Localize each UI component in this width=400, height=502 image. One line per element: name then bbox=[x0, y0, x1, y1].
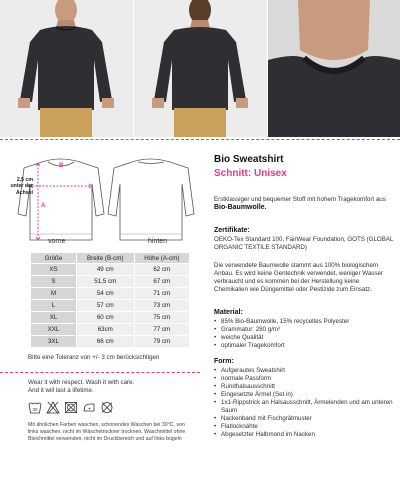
model-back-image bbox=[134, 0, 267, 137]
list-item: • 1x1-Rippstrick an Halsausschnitt, Ärmelenden und am unteren Saum bbox=[214, 399, 394, 415]
no-dry-clean-icon bbox=[100, 401, 114, 414]
care-instructions: Mit ähnlichen Farben waschen, schonendes Waschen bei 30°C, von links waschen, nicht im Wäschetrockner trocknen. Waschmittel ohne Bleichmittel verwenden, nicht im Druckbereich und auf links bügeln bbox=[28, 422, 186, 442]
front-label: vorne bbox=[48, 238, 66, 245]
sweatshirt-size-diagram bbox=[0, 154, 200, 250]
list-item: • weiche Qualität bbox=[214, 334, 394, 342]
width-cell: 60 cm bbox=[77, 312, 135, 324]
back-label: hinten bbox=[148, 238, 168, 245]
no-bleach-icon bbox=[46, 401, 60, 414]
width-cell: 57 cm bbox=[77, 300, 135, 312]
section-divider bbox=[0, 139, 400, 140]
header-height: Höhe (A-cm) bbox=[134, 253, 189, 264]
size-cell: S bbox=[31, 276, 77, 288]
height-cell: 75 cm bbox=[134, 312, 189, 324]
material-title: Material: bbox=[214, 309, 243, 316]
list-item: • 85% Bio-Baumwolle, 15% recyceltes Polyester bbox=[214, 318, 394, 326]
list-item: • Flatlocknähte bbox=[214, 423, 394, 431]
measure-b-label: B bbox=[59, 163, 64, 169]
photo-collar-detail bbox=[268, 0, 400, 137]
wash-30-icon bbox=[28, 401, 42, 414]
size-cell: M bbox=[31, 288, 77, 300]
material-list bbox=[214, 318, 394, 350]
width-cell: 51,5 cm bbox=[77, 276, 135, 288]
collar-detail-image bbox=[268, 0, 400, 137]
intro-bold: Bio-Baumwolle. bbox=[214, 204, 267, 211]
header-width: Breite (B-cm) bbox=[77, 253, 135, 264]
size-cell: XL bbox=[31, 312, 77, 324]
size-cell: L bbox=[31, 300, 77, 312]
width-cell: 66 cm bbox=[77, 336, 135, 348]
material-section bbox=[214, 309, 394, 350]
intro-text: Erstklassiger und bequemer Stoff mit hohem Tragekomfort aus bbox=[214, 196, 386, 203]
care-heading-line2: And it will last a lifetime. bbox=[28, 387, 94, 394]
size-table-header bbox=[31, 253, 190, 264]
certifications-section bbox=[214, 227, 394, 252]
header-size: Größe bbox=[31, 253, 77, 264]
form-list bbox=[214, 367, 394, 439]
care-divider bbox=[0, 372, 200, 373]
list-item: • normale Passform bbox=[214, 375, 394, 383]
size-info-column bbox=[0, 144, 200, 502]
photo-back-view bbox=[134, 0, 267, 137]
list-item: • Nackenband mit Fischgrätmuster bbox=[214, 415, 394, 423]
height-cell: 62 cm bbox=[134, 264, 189, 276]
height-cell: 67 cm bbox=[134, 276, 189, 288]
product-cut: Schnitt: Unisex bbox=[214, 168, 287, 179]
height-cell: 73 cm bbox=[134, 300, 189, 312]
tolerance-note: Bitte eine Toleranz von +/- 3 cm berücksichtigen bbox=[28, 354, 160, 361]
care-heading-line1: Wear it with respect. Wash it with care. bbox=[28, 379, 135, 386]
iron-low-icon bbox=[82, 401, 96, 414]
list-item: • Eingesetzte Ärmel (Set in) bbox=[214, 391, 394, 399]
table-row bbox=[31, 300, 190, 312]
wash-temp-label: 30 bbox=[32, 407, 38, 412]
form-title: Form: bbox=[214, 358, 234, 365]
size-cell: XXL bbox=[31, 324, 77, 336]
width-cell: 54 cm bbox=[77, 288, 135, 300]
form-section bbox=[214, 358, 394, 439]
height-cell: 79 cm bbox=[134, 336, 189, 348]
width-cell: 63cm bbox=[77, 324, 135, 336]
size-table bbox=[30, 252, 190, 348]
eco-section bbox=[214, 262, 394, 294]
measure-note: 2,5 cm unter der Achsel bbox=[10, 177, 33, 196]
measure-a-label: A bbox=[41, 203, 46, 209]
table-row bbox=[31, 264, 190, 276]
no-tumble-dry-icon bbox=[64, 401, 78, 414]
photo-front-view bbox=[0, 0, 133, 137]
list-item: • optimaler Tragekomfort bbox=[214, 342, 394, 350]
list-item: • Abgesetzter Halbmond im Nacken bbox=[214, 431, 394, 439]
size-cell: 3XL bbox=[31, 336, 77, 348]
eco-text: Die verwendete Baumwolle stammt aus 100% biologischem Anbau. Es wird keine Gentechnik verwendet, weniger Wasser verbraucht und es kommen bei der Herstellung keine Chemikalien wie Düngemittel oder Pestizide zum Einsatz. bbox=[214, 262, 383, 293]
table-row bbox=[31, 288, 190, 300]
product-intro bbox=[214, 196, 389, 212]
table-row bbox=[31, 276, 190, 288]
table-row bbox=[31, 312, 190, 324]
table-row bbox=[31, 336, 190, 348]
certifications-title: Zertifikate: bbox=[214, 227, 250, 234]
width-cell: 49 cm bbox=[77, 264, 135, 276]
product-description-column bbox=[214, 144, 400, 502]
size-cell: XS bbox=[31, 264, 77, 276]
certifications-text: OEKO-Tex Standard 100, FairWear Foundation, GOTS (GLOBAL ORGANIC TEXTILE STANDARD) bbox=[214, 236, 394, 251]
model-front-image bbox=[0, 0, 133, 137]
care-heading bbox=[28, 379, 134, 395]
table-row bbox=[31, 324, 190, 336]
list-item: • Grammatur: 280 g/m² bbox=[214, 326, 394, 334]
product-title: Bio Sweatshirt bbox=[214, 154, 284, 165]
list-item: • Aufgerautes Sweatshirt bbox=[214, 367, 394, 375]
care-symbols bbox=[28, 401, 114, 415]
product-photos bbox=[0, 0, 400, 137]
list-item: • Rundhalsausschnitt bbox=[214, 383, 394, 391]
height-cell: 77 cm bbox=[134, 324, 189, 336]
height-cell: 71 cm bbox=[134, 288, 189, 300]
